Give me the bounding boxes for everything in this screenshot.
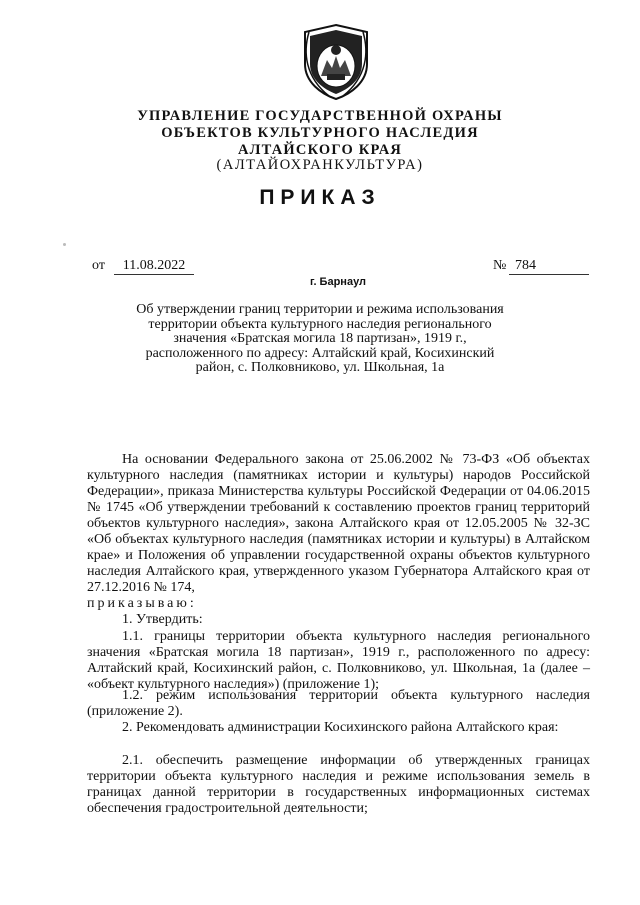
org-name-line3: АЛТАЙСКОГО КРАЯ [237, 142, 403, 158]
margin-mark [63, 243, 66, 246]
item-1-1: 1.1. границы территории объекта культурного наследия регионального значения «Братская могила 18 партизан», 1919 г., расположенного по адресу: Алтайский край, Косихинский район, с. Полковниково, ул. Школьная, 1а (далее – «объект культурного наследия») (приложение 1); [87, 629, 590, 692]
date-prefix: от [92, 258, 105, 273]
item-1-2: 1.2. режим использования территории объекта культурного наследия (приложение 2). [87, 688, 590, 719]
item-2-1: 2.1. обеспечить размещение информации об утвержденных границах территории объекта культурного наследия и режиме использования земель в границах данной территории в государственных информационных системах обеспечения градостроительной деятельности; [87, 753, 590, 816]
item-2: 2. Рекомендовать администрации Косихинского района Алтайского края: [122, 720, 559, 735]
subject-line: значения «Братская могила 18 партизан», 1919 г., [173, 331, 467, 346]
org-name-line1: УПРАВЛЕНИЕ ГОСУДАРСТВЕННОЙ ОХРАНЫ [137, 108, 503, 124]
document-number: 784 [509, 258, 589, 275]
item-2-block [87, 720, 590, 736]
item-1-2-block [87, 688, 590, 720]
item-2-1-block [87, 753, 590, 817]
order-word: приказываю: [87, 596, 197, 611]
subject-line: расположенного по адресу: Алтайский край, Косихинский [145, 345, 495, 361]
item-1: 1. Утвердить: [122, 612, 203, 627]
org-short-name: (АЛТАЙОХРАНКУЛЬТУРА) [216, 157, 424, 173]
number-prefix: № [493, 258, 507, 273]
subject-line: район, с. Полковниково, ул. Школьная, 1а [195, 360, 445, 375]
org-name-line2: ОБЪЕКТОВ КУЛЬТУРНОГО НАСЛЕДИЯ [161, 125, 479, 141]
document-title: ПРИКАЗ [259, 186, 381, 209]
document-date: 11.08.2022 [114, 258, 194, 275]
preamble-text: На основании Федерального закона от 25.06.2002 № 73-ФЗ «Об объектах культурного наследия (памятниках истории и культуры) народов Российской Федерации», приказа Министерства культуры Российской Федерации от 04.06.2015 № 1745 «Об утверждении требований к составлению проектов границ территорий объектов культурного наследия», закона Алтайского края от 12.05.2005 № 32-ЗС «Об объектах культурного наследия (памятниках истории и культуры) в Алтайском крае» и Положения об управлении государственной охраны объектов культурного наследия Алтайского края, утвержденного указом Губернатора Алтайского края от 27.12.2016 № 174, [87, 452, 590, 595]
subject-line: Об утверждении границ территории и режима использования [136, 302, 504, 317]
subject-line: территории объекта культурного наследия регионального [148, 316, 492, 332]
preamble-block [87, 452, 590, 612]
altai-coat-of-arms-icon [299, 22, 373, 102]
item-1-1-block [87, 629, 590, 693]
document-subject [120, 303, 520, 376]
city-name: г. Барнаул [309, 276, 367, 288]
